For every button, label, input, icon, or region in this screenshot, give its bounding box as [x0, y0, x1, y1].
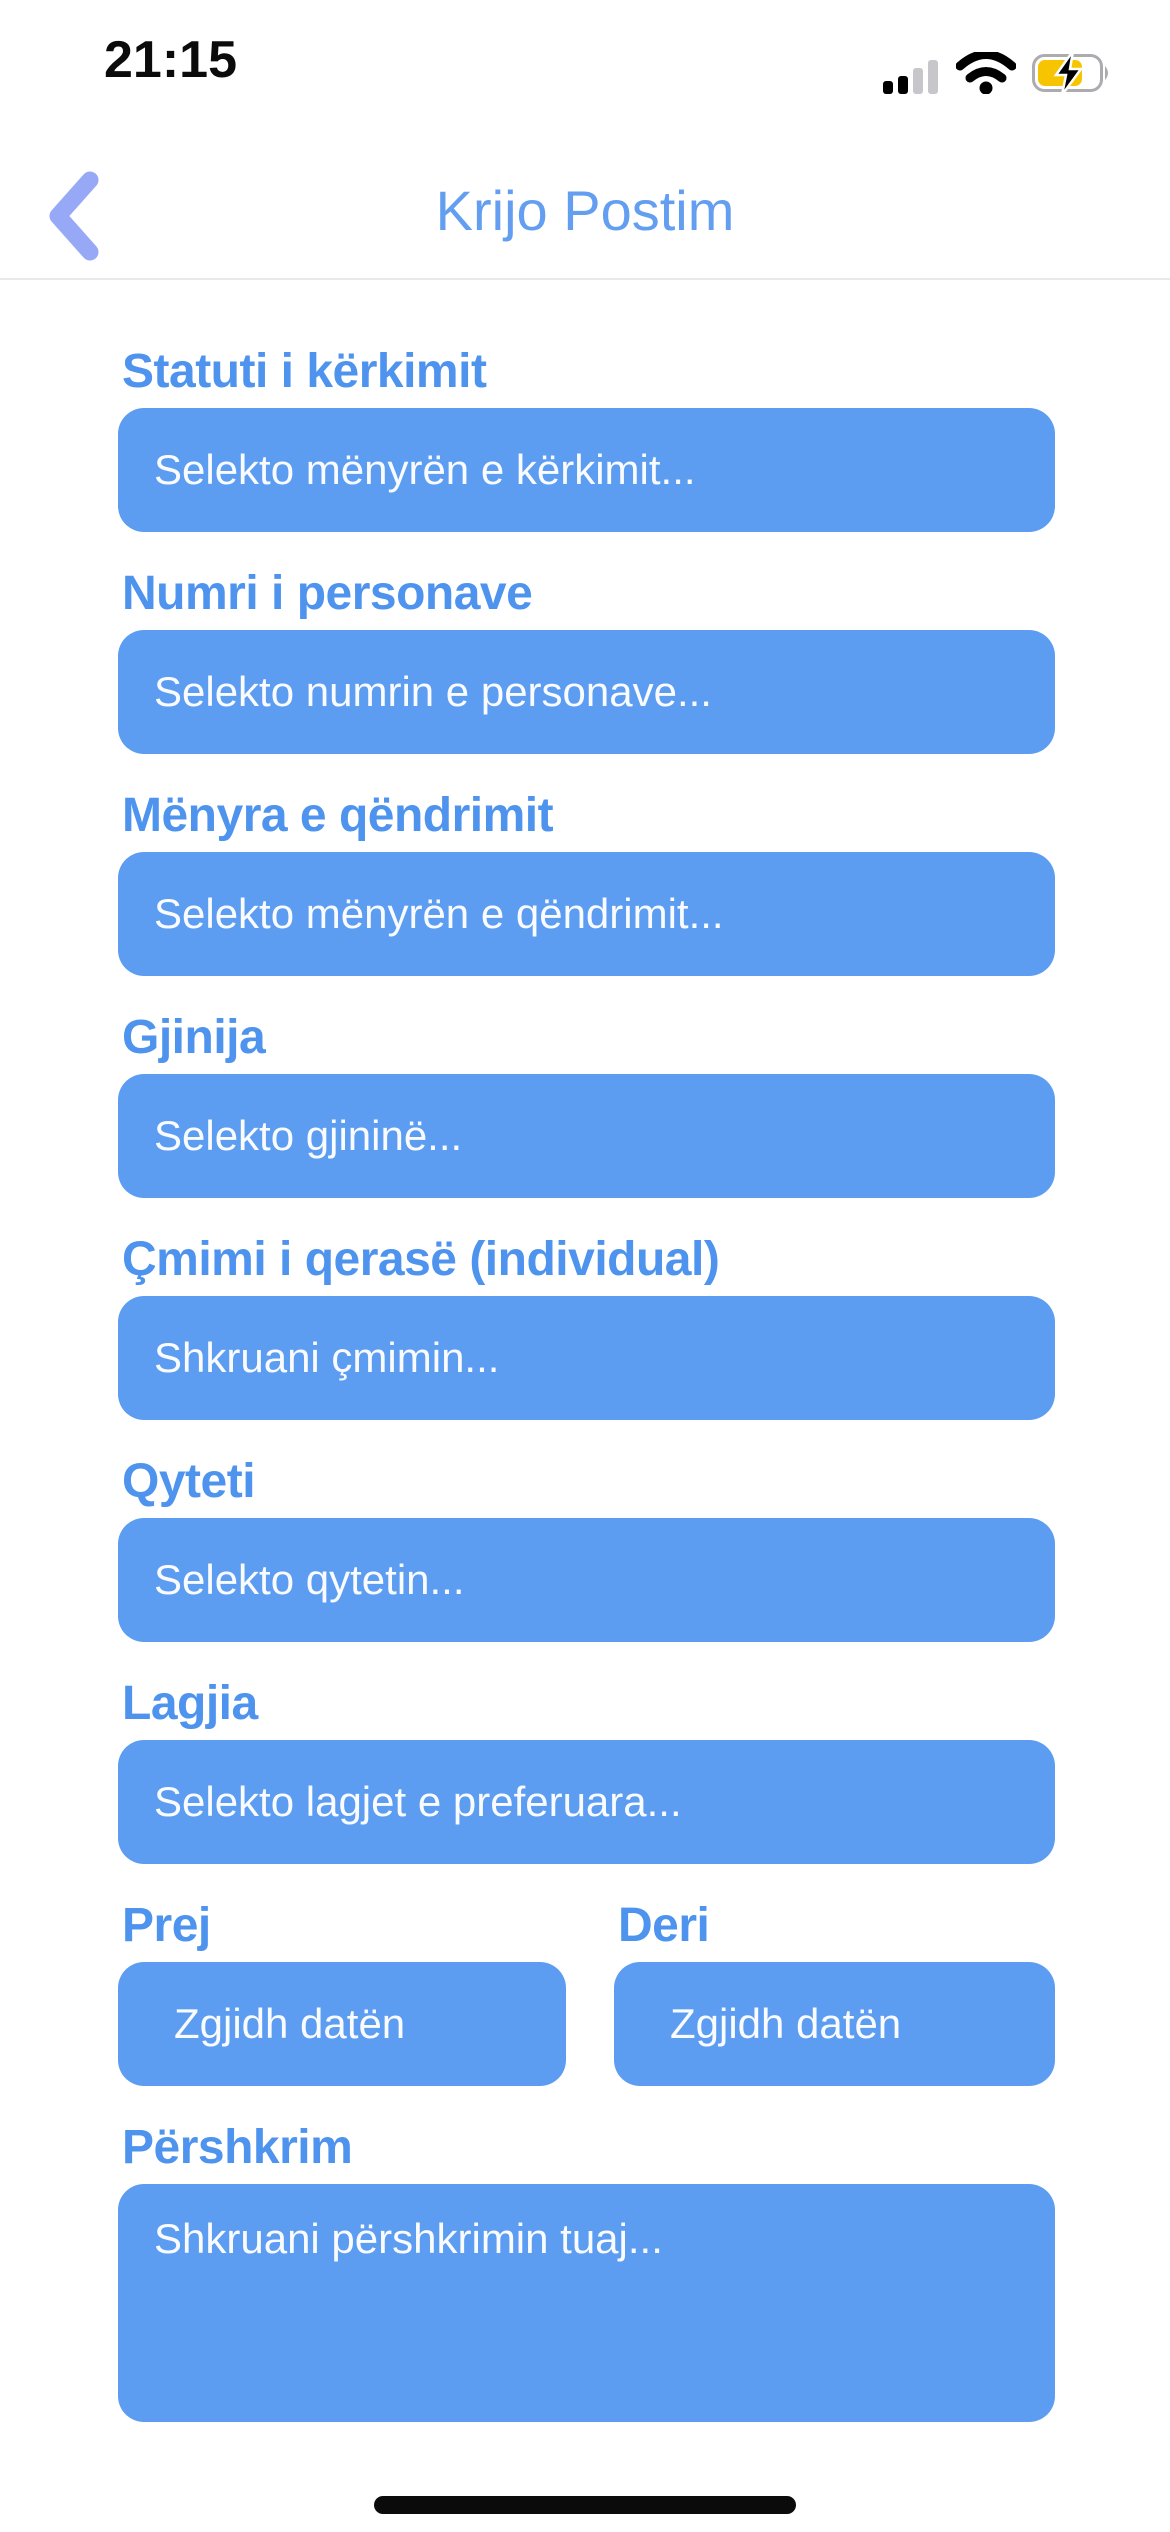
date-placeholder: Zgjidh datën [174, 2000, 406, 2047]
select-placeholder: Selekto qytetin... [154, 1556, 465, 1603]
date-to-picker[interactable] [614, 1962, 1055, 2086]
select-placeholder: Selekto lagjet e preferuara... [154, 1778, 682, 1825]
field-label: Përshkrim [122, 2121, 353, 2174]
date-range-row [118, 1900, 1055, 2086]
status-time: 21:15 [104, 31, 237, 89]
field-description [118, 2122, 1055, 2422]
neighborhood-select[interactable] [118, 1740, 1055, 1864]
status-bar [0, 0, 1170, 100]
nav-bar [0, 100, 1170, 280]
stay-type-select[interactable] [118, 852, 1055, 976]
home-indicator[interactable] [374, 2496, 796, 2514]
wifi-icon [956, 52, 1016, 99]
search-status-select[interactable] [118, 408, 1055, 532]
field-label: Lagjia [122, 1677, 258, 1730]
description-textarea[interactable] [118, 2184, 1055, 2422]
select-placeholder: Selekto mënyrën e kërkimit... [154, 446, 696, 493]
select-placeholder: Selekto numrin e personave... [154, 668, 712, 715]
field-person-count [118, 568, 1055, 754]
field-city [118, 1456, 1055, 1642]
field-label: Qyteti [122, 1455, 256, 1508]
date-placeholder: Zgjidh datën [670, 2000, 902, 2047]
field-search-status [118, 346, 1055, 532]
field-label: Mënyra e qëndrimit [122, 789, 554, 842]
field-date-from [118, 1900, 566, 2086]
back-chevron-icon [44, 249, 104, 266]
field-label: Deri [618, 1899, 710, 1952]
field-label: Statuti i kërkimit [122, 345, 487, 398]
field-label: Gjinija [122, 1011, 266, 1064]
field-date-to [614, 1900, 1055, 2086]
field-stay-type [118, 790, 1055, 976]
page-title: Krijo Postim [435, 179, 735, 242]
field-rent-price [118, 1234, 1055, 1420]
status-icons [883, 52, 1114, 99]
field-neighborhood [118, 1678, 1055, 1864]
battery-charging-icon [1032, 52, 1114, 99]
person-count-select[interactable] [118, 630, 1055, 754]
city-select[interactable] [118, 1518, 1055, 1642]
select-placeholder: Selekto mënyrën e qëndrimit... [154, 890, 724, 937]
field-label: Numri i personave [122, 567, 533, 620]
gender-select[interactable] [118, 1074, 1055, 1198]
rent-price-input[interactable] [118, 1296, 1055, 1420]
create-post-form [118, 346, 1055, 2458]
select-placeholder: Selekto gjininë... [154, 1112, 463, 1159]
field-gender [118, 1012, 1055, 1198]
field-label: Prej [122, 1899, 211, 1952]
cellular-signal-icon [883, 56, 940, 99]
date-from-picker[interactable] [118, 1962, 566, 2086]
field-label: Çmimi i qerasë (individual) [122, 1233, 720, 1286]
